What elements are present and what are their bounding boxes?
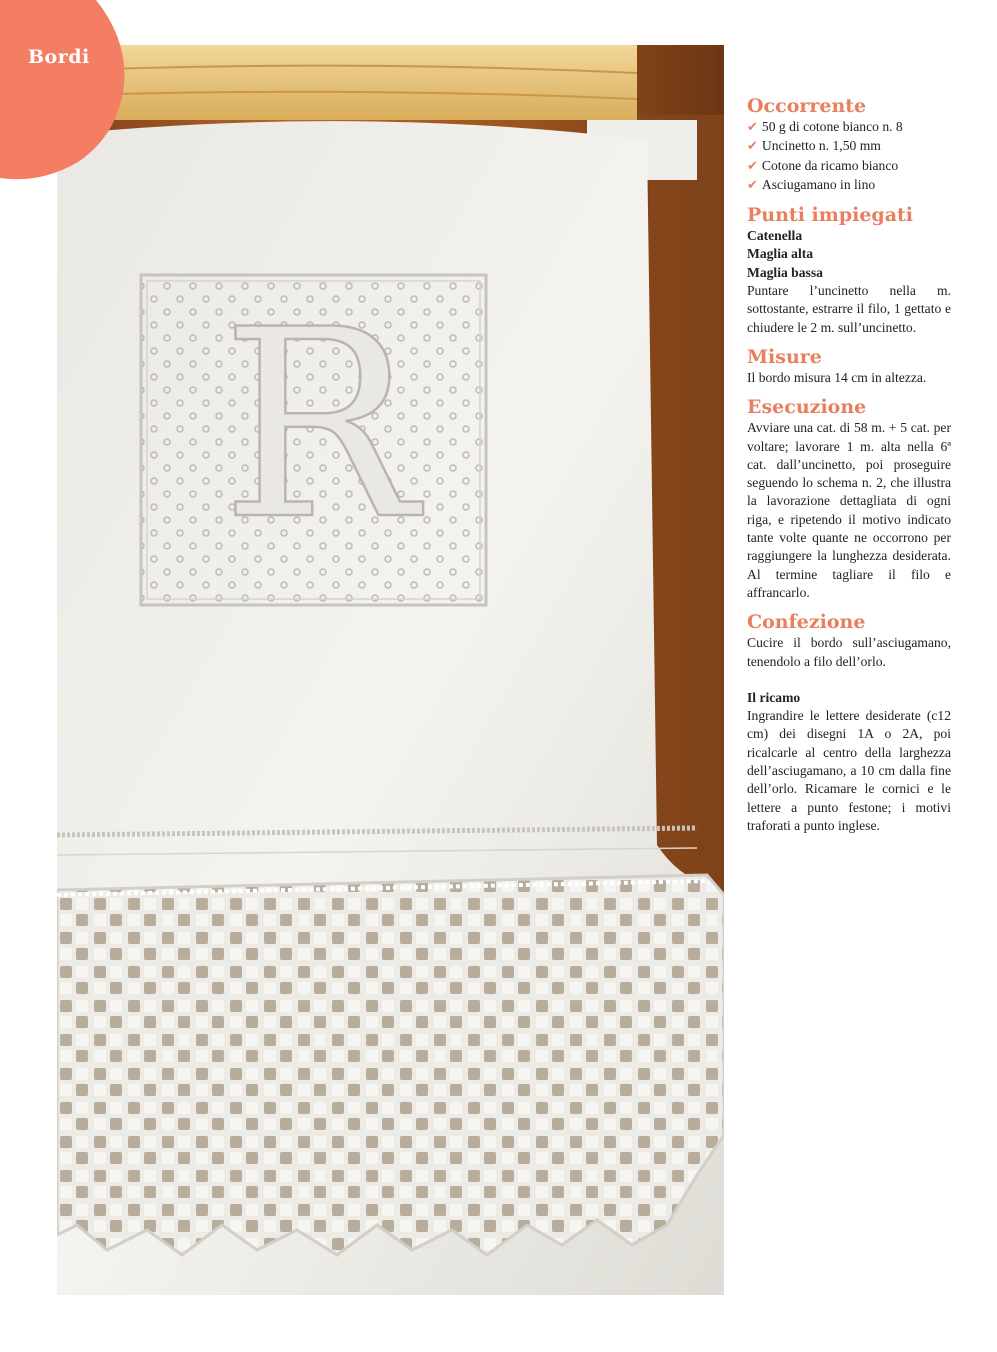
checkmark-icon: ✔ (747, 139, 758, 155)
section-title-esecuzione: Esecuzione (747, 396, 867, 419)
checkmark-icon: ✔ (747, 177, 758, 193)
assembly-text: Cucire il bordo sull’asciugamano, tenendolo a filo dell’orlo. (747, 635, 951, 669)
section-title-confezione: Confezione (747, 611, 866, 634)
monogram-letter: R (221, 275, 417, 577)
stitch-name: Maglia bassa (747, 264, 823, 280)
size-section (747, 345, 951, 387)
execution-text: Avviare una cat. di 58 m. + 5 cat. per voltare; lavorare 1 m. alta nella 6ª cat. dall’uncinetto, poi proseguire seguendo lo schema n. 2, che illustra la lavorazione dettagliata di ogni riga, e ripetendo il motivo indicato tante volte quante ne occorrono per raggiungere la lunghezza desiderata. Al termine tagliare il filo e affrancarlo. (747, 420, 951, 600)
list-item: ✔ Asciugamano in lino (747, 176, 951, 195)
checkmark-icon: ✔ (747, 120, 758, 135)
embroidery-title: Il ricamo (747, 689, 801, 705)
stitches-section (747, 203, 951, 337)
execution-section (747, 395, 951, 602)
towel-photo (57, 45, 724, 1295)
section-tab-label: Bordi (28, 46, 90, 68)
embroidery-text: Ingrandire le lettere desiderate (c12 cm) dei disegni 1A o 2A, poi ricalcarle al centro della larghezza dell’asciugamano, a 10 cm dalla fine dell’orlo. Ricamare le cornici e le lettere a punto festone; i motivi traforati a punto inglese. (747, 708, 951, 833)
list-item: ✔ Uncinetto n. 1,50 mm (747, 137, 951, 156)
section-title-punti: Punti impiegati (747, 204, 914, 227)
corner-tab (0, 0, 125, 180)
section-title-occorrente: Occorrente (747, 95, 867, 117)
list-item: ✔ 50 g di cotone bianco n. 8 (747, 118, 951, 137)
size-text: Il bordo misura 14 cm in altezza. (747, 369, 927, 385)
stitch-name: Catenella (747, 228, 803, 244)
list-item: ✔ Cotone da ricamo bianco (747, 157, 951, 176)
section-title-misure: Misure (747, 345, 822, 368)
checkmark-icon: ✔ (747, 158, 758, 174)
materials-section (747, 94, 951, 195)
stitch-description: Puntare l’uncinetto nella m. sottostante, estrarre il filo, 1 gettato e chiudere le 2 m. sull’uncinetto. (747, 283, 951, 335)
instructions-column (747, 94, 951, 843)
monogram (141, 275, 486, 605)
assembly-section (747, 610, 951, 671)
stitch-name: Maglia alta (747, 246, 814, 262)
embroidery-section (747, 689, 951, 835)
materials-list (747, 118, 951, 195)
